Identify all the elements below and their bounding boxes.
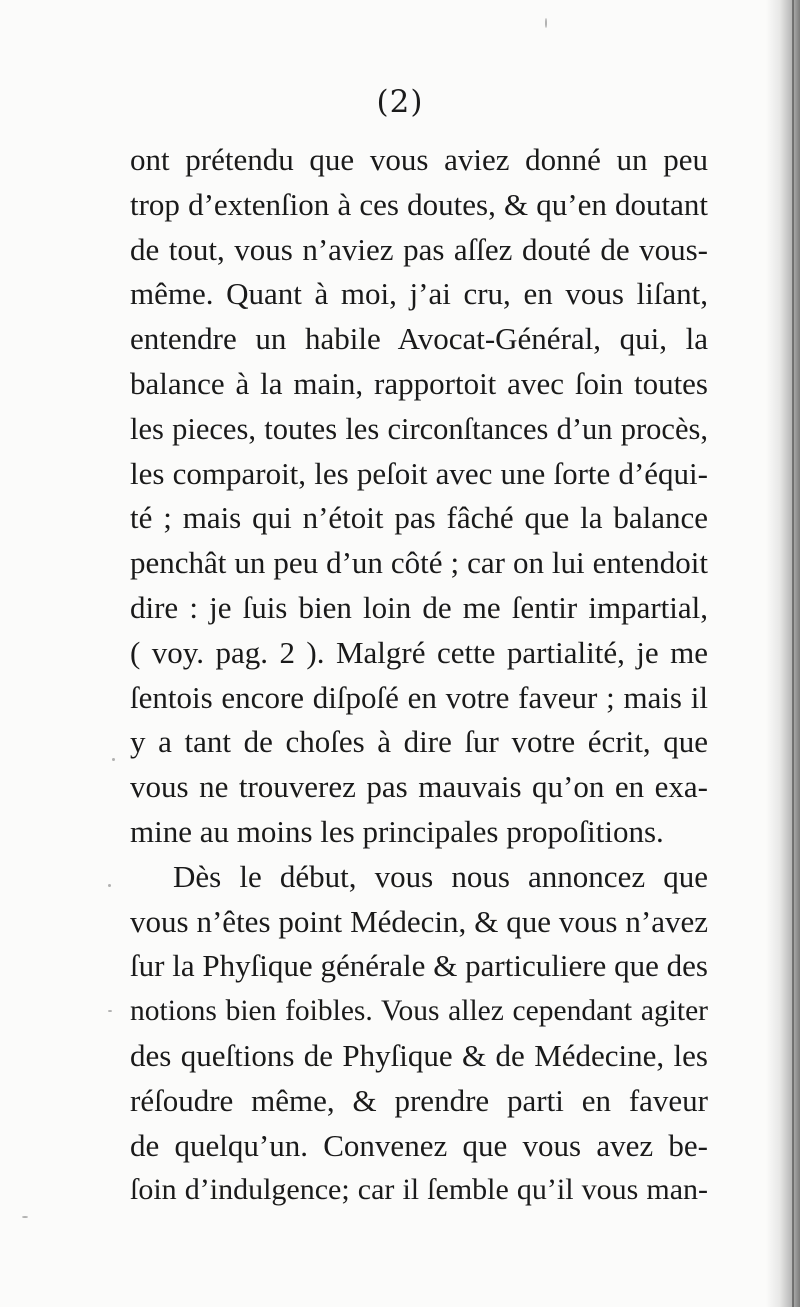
page-binding-edge	[766, 0, 800, 1307]
text-line: de quelqu’un. Convenez que vous avez be-	[130, 1127, 708, 1163]
text-line: ont prétendu que vous aviez donné un peu	[130, 142, 708, 177]
text-line: les comparoit, les peſoit avec une ſorte d’équi-	[130, 455, 708, 491]
scan-speck	[22, 1216, 28, 1218]
text-line: mine au moins les principales propoſitions.	[130, 813, 664, 849]
text-line: y a tant de choſes à dire ſur votre écrit, que	[130, 724, 708, 760]
text-line: trop d’extenſion à ces doutes, & qu’en doutant	[130, 186, 708, 222]
text-line: entendre un habile Avocat-Général, qui, la	[130, 321, 708, 357]
text-line: réſoudre même, & prendre parti en faveur	[130, 1082, 708, 1118]
text-line: ſoin d’indulgence; car il ſemble qu’il vous man-	[130, 1173, 708, 1207]
text-line: ſur la Phyſique générale & particuliere que des	[130, 948, 708, 984]
text-line: té ; mais qui n’étoit pas fâché que la balance	[130, 500, 708, 536]
text-line: Dès le début, vous nous annoncez que	[173, 858, 708, 894]
text-line: même. Quant à moi, j’ai cru, en vous liſant,	[130, 276, 708, 312]
page-number: (2)	[376, 84, 424, 120]
text-line: ( voy. pag. 2 ). Malgré cette partialité, je me	[130, 634, 708, 670]
scan-speck	[108, 884, 111, 887]
text-line: dire : je ſuis bien loin de me ſentir impartial,	[130, 589, 708, 625]
text-line: notions bien foibles. Vous allez cependant agiter	[130, 995, 708, 1028]
text-line: vous n’êtes point Médecin, & que vous n’avez	[130, 903, 708, 939]
scan-speck	[112, 758, 115, 761]
text-line: balance à la main, rapportoit avec ſoin toutes	[130, 365, 708, 401]
text-line: les pieces, toutes les circonſtances d’un procès,	[130, 411, 708, 446]
text-line: ſentois encore diſpoſé en votre faveur ; mais il	[130, 679, 708, 715]
text-line: penchât un peu d’un côté ; car on lui entendoit	[130, 545, 708, 581]
text-line: vous ne trouverez pas mauvais qu’on en exa-	[130, 769, 708, 805]
paragraph	[130, 138, 708, 855]
text-line: des queſtions de Phyſique & de Médecine, les	[130, 1037, 708, 1073]
body-text	[130, 138, 708, 1213]
paragraph	[130, 855, 708, 1213]
scan-speck	[545, 18, 547, 28]
scan-speck	[108, 1010, 112, 1012]
text-line: de tout, vous n’aviez pas aſſez douté de vous-	[130, 231, 708, 267]
